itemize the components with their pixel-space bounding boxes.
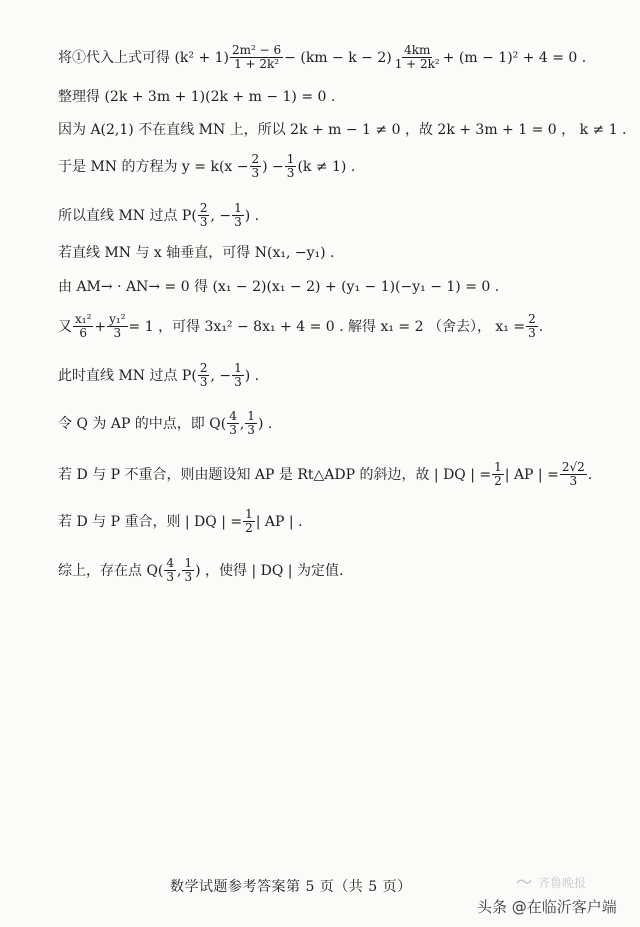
fraction-numerator: 2 bbox=[251, 152, 260, 166]
fraction-numerator: 2√2 bbox=[561, 460, 585, 474]
fraction bbox=[232, 362, 244, 389]
text-segment: ) . bbox=[257, 415, 273, 432]
text-segment: 综上，存在点 Q( bbox=[58, 562, 164, 579]
fraction bbox=[492, 461, 504, 488]
text-segment: . bbox=[538, 318, 544, 335]
text-segment: 此时直线 MN 过点 P( bbox=[58, 367, 197, 384]
fraction-denominator: 3 bbox=[286, 166, 295, 180]
text-segment: (k ≠ 1) . bbox=[297, 158, 356, 175]
text-segment: 于是 MN 的方程为 y = k(x − bbox=[58, 158, 249, 175]
text-segment: , − bbox=[210, 367, 232, 384]
text-segment: ) . bbox=[244, 367, 260, 384]
fraction bbox=[227, 410, 239, 437]
fraction-denominator: 3 bbox=[166, 570, 175, 584]
text-segment: 令 Q 为 AP 的中点，即 Q( bbox=[58, 415, 227, 432]
fraction bbox=[230, 44, 283, 71]
fraction-numerator: 2 bbox=[199, 201, 208, 215]
fraction bbox=[250, 153, 262, 180]
fraction bbox=[560, 461, 587, 488]
text-segment: 将①代入上式可得 (k² + 1) bbox=[58, 49, 230, 66]
text-segment: 若直线 MN 与 x 轴垂直，可得 N(x₁, −y₁) . bbox=[58, 245, 335, 261]
fraction-numerator: 4 bbox=[229, 409, 237, 423]
fraction-denominator: 3 bbox=[113, 326, 122, 340]
fraction-denominator: 3 bbox=[199, 375, 208, 389]
fraction-denominator: 3 bbox=[184, 570, 193, 584]
solution-line-1 bbox=[58, 44, 586, 71]
fraction-denominator: 2 bbox=[494, 474, 502, 488]
fraction-numerator: 1 bbox=[286, 152, 295, 166]
solution-line-8 bbox=[58, 313, 543, 340]
solution-line-6 bbox=[58, 244, 334, 262]
solution-line-10 bbox=[58, 410, 272, 437]
fraction bbox=[243, 508, 255, 535]
solution-line-2 bbox=[58, 88, 335, 106]
fraction-numerator: 1 bbox=[494, 460, 502, 474]
fraction-denominator: 3 bbox=[569, 474, 578, 488]
fraction-denominator: 3 bbox=[199, 215, 208, 229]
text-segment: 由 AM→ · AN→ = 0 得 (x₁ − 2)(x₁ − 2) + (y₁ − 1)(−y₁ − 1) = 0 . bbox=[58, 279, 500, 295]
fraction-numerator: 4 bbox=[166, 556, 175, 570]
text-segment: , bbox=[177, 562, 182, 579]
text-segment: 又 bbox=[58, 318, 72, 335]
fraction-numerator: 2 bbox=[199, 361, 208, 375]
text-segment: ) . bbox=[244, 207, 260, 224]
fraction-numerator: 1 bbox=[234, 201, 242, 215]
page-footer: 数学试题参考答案第 5 页（共 5 页） bbox=[170, 879, 412, 895]
fraction bbox=[73, 313, 93, 340]
solution-line-11 bbox=[58, 461, 592, 488]
solution-line-12 bbox=[58, 508, 303, 535]
fraction-denominator: 3 bbox=[234, 375, 242, 389]
fraction-numerator: 1 bbox=[247, 409, 255, 423]
fraction bbox=[198, 362, 210, 389]
solution-line-3 bbox=[58, 121, 627, 139]
text-segment: − (km − k − 2) bbox=[284, 49, 392, 66]
solution-line-13 bbox=[58, 557, 343, 584]
fraction-denominator: 6 bbox=[79, 326, 88, 340]
fraction-numerator: x₁² bbox=[75, 312, 92, 326]
text-segment: + bbox=[94, 318, 107, 335]
text-segment: | AP | . bbox=[255, 513, 303, 530]
text-segment: | AP | = bbox=[504, 466, 559, 483]
text-segment: , − bbox=[210, 207, 232, 224]
fraction bbox=[285, 153, 297, 180]
fraction-numerator: 1 bbox=[245, 507, 253, 521]
text-segment: + (m − 1)² + 4 = 0 . bbox=[442, 49, 587, 66]
watermark-logo-icon bbox=[516, 877, 532, 887]
fraction bbox=[526, 313, 538, 340]
text-segment: 所以直线 MN 过点 P( bbox=[58, 207, 197, 224]
fraction-numerator: y₁² bbox=[109, 312, 126, 326]
solution-line-9 bbox=[58, 362, 259, 389]
fraction-denominator: 3 bbox=[247, 423, 255, 437]
fraction-numerator: 4km bbox=[404, 43, 431, 57]
fraction bbox=[393, 44, 442, 71]
fraction bbox=[182, 557, 194, 584]
fraction bbox=[164, 557, 176, 584]
fraction-denominator: 3 bbox=[229, 423, 237, 437]
fraction-numerator: 2m² − 6 bbox=[232, 43, 282, 57]
text-segment: = 1 ，可得 3x₁² − 8x₁ + 4 = 0 . 解得 x₁ = 2 （舍去）， x₁ = bbox=[128, 318, 526, 335]
text-segment: . bbox=[587, 466, 593, 483]
fraction-numerator: 1 bbox=[184, 556, 193, 570]
fraction-denominator: 1 + 2k² bbox=[394, 57, 440, 71]
text-segment: ) ，使得 | DQ | 为定值. bbox=[195, 562, 344, 579]
fraction-numerator: 2 bbox=[528, 312, 536, 326]
solution-line-7 bbox=[58, 278, 499, 296]
text-segment: 若 D 与 P 不重合，则由题设知 AP 是 Rt△ADP 的斜边，故 | DQ | = bbox=[58, 466, 492, 483]
fraction-denominator: 3 bbox=[528, 326, 536, 340]
text-segment: 整理得 (2k + 3m + 1)(2k + m − 1) = 0 . bbox=[58, 89, 336, 105]
fraction bbox=[232, 202, 244, 229]
fraction bbox=[107, 313, 127, 340]
solution-line-4 bbox=[58, 153, 355, 180]
text-segment: ) − bbox=[262, 158, 284, 175]
fraction bbox=[198, 202, 210, 229]
fraction-denominator: 3 bbox=[251, 166, 260, 180]
fraction bbox=[245, 410, 257, 437]
solution-line-5 bbox=[58, 202, 259, 229]
text-segment: 因为 A(2,1) 不在直线 MN 上，所以 2k + m − 1 ≠ 0 ，故 2k + 3m + 1 = 0 ， k ≠ 1 . bbox=[58, 122, 627, 138]
watermark-source-text: 头条 @在临沂客户端 bbox=[477, 898, 617, 916]
text-segment: 若 D 与 P 重合，则 | DQ | = bbox=[58, 513, 243, 530]
watermark-ghost-text: 齐鲁晚报 bbox=[538, 876, 587, 890]
text-segment: , bbox=[239, 415, 245, 432]
fraction-denominator: 3 bbox=[234, 215, 242, 229]
fraction-denominator: 2 bbox=[245, 521, 253, 535]
fraction-numerator: 1 bbox=[234, 361, 242, 375]
fraction-denominator: 1 + 2k² bbox=[234, 57, 280, 71]
